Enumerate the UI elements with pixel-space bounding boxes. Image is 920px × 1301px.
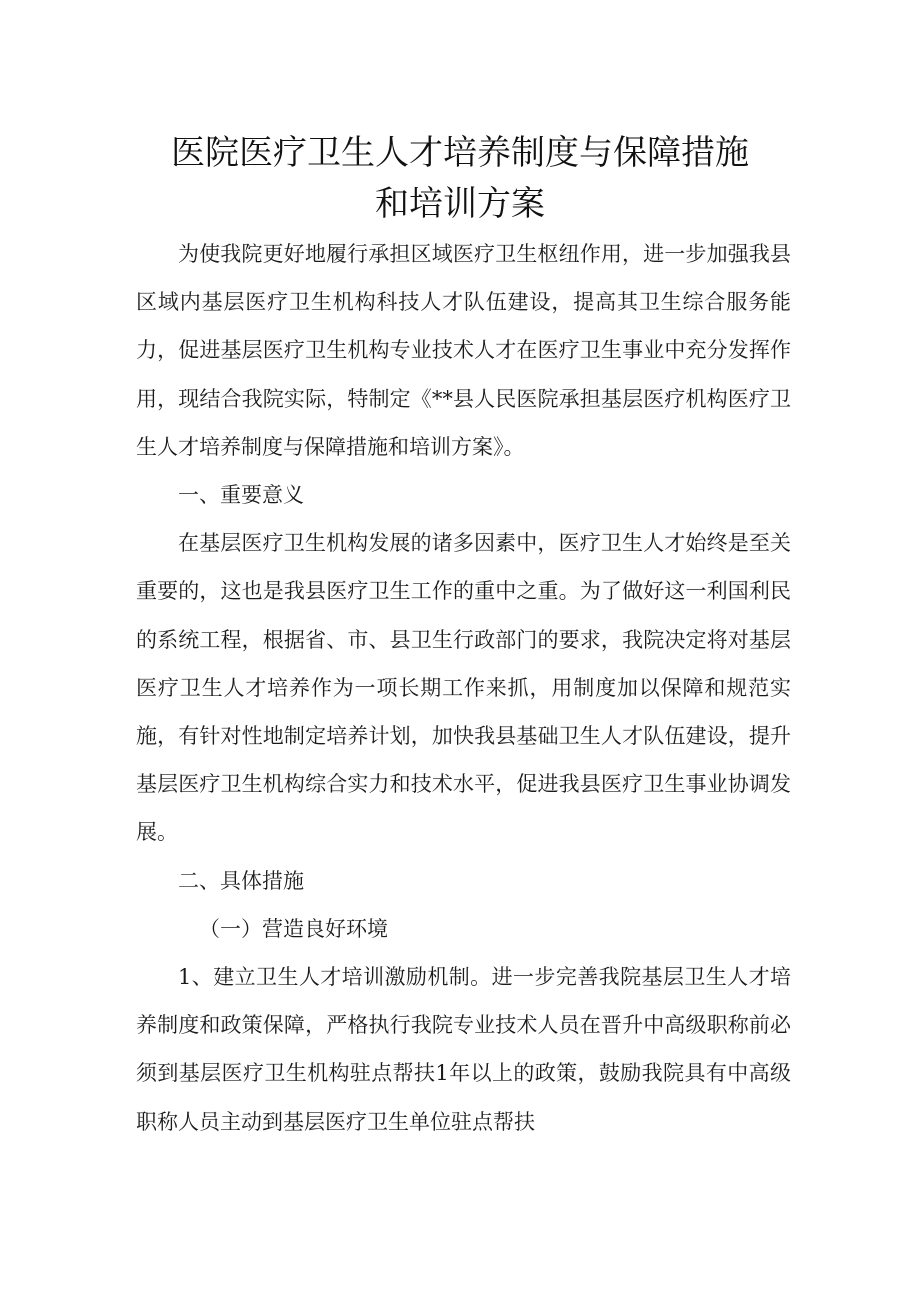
document-title-line-1: 医院医疗卫生人才培养制度与保障措施 <box>171 133 749 173</box>
document-body <box>136 230 791 1146</box>
document-title-line-2: 和培训方案 <box>375 184 545 224</box>
measure-paragraph-1: 1、建立卫生人才培训激励机制。进一步完善我院基层卫生人才培养制度和政策保障，严格执行我院专业技术人员在晋升中高级职称前必须到基层医疗卫生机构驻点帮扶1年以上的政策，鼓励我院具有中高级职称人员主动到基层医疗卫生单位驻点帮扶 <box>136 965 791 1134</box>
subsection-heading-environment: （一）营造良好环境 <box>199 916 388 941</box>
section-heading-significance: 一、重要意义 <box>178 483 304 508</box>
significance-paragraph: 在基层医疗卫生机构发展的诸多因素中，医疗卫生人才始终是至关重要的，这也是我县医疗卫生工作的重中之重。为了做好这一利国利民的系统工程，根据省、市、县卫生行政部门的要求，我院决定将对基层医疗卫生人才培养作为一项长期工作来抓，用制度加以保障和规范实施，有针对性地制定培养计划，加快我县基础卫生人才队伍建设，提升基层医疗卫生机构综合实力和技术水平，促进我县医疗卫生事业协调发展。 <box>136 531 791 845</box>
section-heading-measures: 二、具体措施 <box>178 868 304 893</box>
intro-paragraph: 为使我院更好地履行承担区域医疗卫生枢纽作用，进一步加强我县区域内基层医疗卫生机构科技人才队伍建设，提高其卫生综合服务能力，促进基层医疗卫生机构专业技术人才在医疗卫生事业中充分发挥作用，现结合我院实际，特制定《**县人民医院承担基层医疗机构医疗卫生人才培养制度与保障措施和培训方案》。 <box>136 242 791 459</box>
